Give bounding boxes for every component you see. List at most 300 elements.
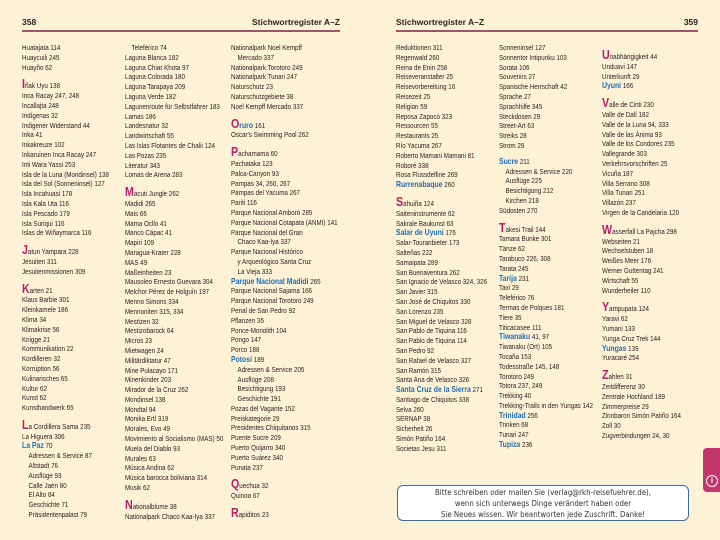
index-entry — [396, 258, 496, 268]
entry-term: San Pedro — [396, 345, 426, 355]
index-entry — [499, 362, 599, 372]
index-entry — [396, 385, 496, 395]
entry-pages: 84 — [47, 490, 55, 500]
entry-term: Teleférico — [131, 43, 159, 52]
entry-term: Salteñas — [396, 247, 421, 257]
entry-pages: 311 — [432, 43, 443, 52]
entry-pages: 327 — [460, 355, 472, 365]
index-entry — [125, 366, 225, 376]
entry-pages: 63 — [446, 218, 454, 228]
entry-term: Zimmerpreise — [602, 401, 641, 411]
entry-pages: 253 — [64, 159, 76, 169]
entry-pages: 147 — [626, 61, 637, 71]
entry-pages: 269 — [447, 170, 458, 180]
entry-pages: 340 — [272, 452, 283, 462]
index-entry — [231, 82, 331, 92]
index-entry — [602, 221, 702, 237]
index-entry — [231, 414, 331, 424]
index-entry — [396, 63, 496, 73]
entry-term: Maßeinheiten — [125, 267, 163, 277]
entry-term: Adressen & Service — [505, 166, 561, 176]
entry-term: Geschichte — [28, 500, 60, 510]
entry-pages: 21 — [45, 285, 53, 295]
entry-pages: 42 — [560, 82, 568, 92]
entry-pages: 111 — [532, 322, 542, 332]
entry-term: Zugverbindungen — [602, 430, 651, 440]
entry-term: Ausflüge — [237, 374, 262, 384]
entry-pages: 249 — [303, 296, 314, 306]
index-entry — [499, 303, 599, 313]
entry-term: Reiseveranstalter — [396, 72, 445, 82]
index-entry — [125, 444, 225, 454]
entry-pages: 271 — [472, 385, 483, 395]
index-entry — [396, 405, 496, 415]
index-entry — [396, 193, 496, 209]
index-entry — [396, 180, 496, 190]
entry-term: Vicuña — [602, 168, 621, 178]
index-entry — [22, 374, 122, 384]
entry-term: Korruption — [22, 363, 51, 373]
index-entry — [231, 237, 331, 247]
index-entry — [231, 316, 331, 326]
entry-pages: 70 — [45, 441, 53, 451]
index-entry — [396, 248, 496, 258]
entry-pages: 298 — [666, 226, 677, 236]
entry-term: Unduavi — [602, 61, 625, 71]
running-title-left: Stichwortregister A–Z — [251, 17, 340, 27]
entry-pages: 254 — [628, 353, 640, 363]
entry-term: Todesstraße — [499, 361, 534, 371]
index-entry — [602, 392, 702, 402]
entry-pages: 25 — [423, 91, 431, 101]
entry-term: Puerto Suárez — [231, 452, 271, 462]
index-entry — [602, 344, 702, 354]
index-entry — [396, 414, 496, 424]
entry-pages: 27 — [528, 72, 536, 82]
index-entry — [22, 364, 122, 374]
entry-term: Verkehrsvorschriften — [602, 158, 659, 168]
header-rule-left — [22, 30, 340, 32]
entry-pages: 208 — [263, 374, 274, 384]
entry-pages: 29 — [511, 283, 519, 293]
entry-pages: 189 — [654, 391, 666, 401]
entry-term: Religion — [396, 101, 419, 111]
entry-pages: 29 — [272, 413, 280, 423]
index-entry — [499, 274, 599, 284]
index-entry — [125, 238, 225, 248]
index-entry — [125, 53, 225, 63]
entry-term: y Arqueológico Santa Cruz — [237, 256, 312, 266]
entry-term: Besichtigung — [505, 186, 542, 196]
entry-term: Yaravi — [602, 314, 620, 324]
entry-pages: 338 — [458, 394, 470, 404]
index-entry — [125, 228, 225, 238]
index-entry — [22, 130, 122, 140]
entry-pages: 265 — [310, 276, 321, 286]
entry-pages: 66 — [139, 208, 147, 218]
entry-term: Zeitdifferenz — [602, 381, 637, 391]
entry-term: San Buenaventura — [396, 267, 448, 277]
entry-term: Sonneninsel — [499, 43, 534, 52]
index-entry — [125, 326, 225, 336]
entry-term: Webseiten — [602, 236, 632, 246]
entry-term: Sicherheit — [396, 424, 424, 434]
entry-pages: 138 — [155, 394, 166, 404]
index-entry — [125, 72, 225, 82]
entry-term: Literatur — [125, 160, 148, 170]
entry-pages: 80 — [59, 480, 67, 490]
entry-term: Mirador de la Cruz — [125, 385, 177, 395]
index-entry — [231, 286, 331, 296]
entry-term: Calle Jaén — [28, 480, 58, 490]
index-entry — [231, 169, 331, 179]
entry-term: Tiwanaku (Ort) — [499, 342, 540, 352]
entry-term: SERNAP — [396, 414, 422, 424]
entry-pages: 30 — [637, 381, 645, 391]
index-entry — [602, 369, 702, 382]
entry-term: San Rafael de Velasco — [396, 355, 460, 365]
entry-term: Wasserfall La Pajcha — [602, 221, 665, 237]
entry-term: Kleinkamele — [22, 305, 56, 315]
entry-pages: 237, 249 — [518, 381, 543, 391]
entry-term: Salar de Uyuni — [396, 227, 444, 238]
entry-term: Mestizen — [125, 316, 150, 326]
entry-term: Punata — [231, 462, 251, 472]
entry-pages: 182 — [168, 52, 179, 62]
index-entry — [499, 313, 599, 323]
entry-term: Pariti — [231, 198, 246, 208]
entry-term: Sonnentor Intipunku — [499, 52, 555, 62]
entry-term: Musik — [125, 483, 142, 493]
entry-term: Reposa Zapocó — [396, 111, 440, 121]
index-entry — [22, 461, 122, 471]
index-entry — [125, 307, 225, 317]
index-entry — [396, 424, 496, 434]
entry-pages: 245 — [518, 263, 529, 273]
entry-pages: 270 — [527, 205, 538, 215]
entry-pages: 38 — [286, 91, 294, 101]
entry-term: Isla Suriqui — [22, 218, 53, 228]
index-entry — [602, 120, 702, 130]
entry-pages: 237 — [252, 462, 263, 472]
index-entry — [22, 170, 122, 180]
entry-term: Wunderheiler — [602, 285, 639, 295]
index-entry — [22, 78, 122, 91]
entry-term: Villa Serrano — [602, 178, 638, 188]
entry-pages: 289 — [427, 257, 438, 267]
entry-term: Zentrale Hochland — [602, 391, 653, 401]
entry-term: San Miguel de Velasco — [396, 316, 460, 326]
entry-term: Militärdiktatur — [125, 355, 163, 365]
index-entry — [396, 151, 496, 161]
entry-term: Torotoro — [499, 371, 522, 381]
entry-pages: 114 — [50, 43, 61, 52]
entry-term: Tiere — [499, 312, 513, 322]
entry-term: Reisezeit — [396, 91, 422, 101]
index-entry — [396, 43, 496, 53]
entry-term: Ponce-Monolith — [231, 325, 275, 335]
index-entry — [22, 510, 122, 520]
index-entry — [499, 372, 599, 382]
entry-term: Reisevorbereitung — [396, 82, 447, 92]
entry-pages: 228 — [68, 247, 79, 257]
entry-pages: 60 — [270, 149, 278, 159]
entry-term: Spanische Herrschaft — [499, 82, 559, 92]
entry-term: Isla Pescado — [22, 208, 58, 218]
entry-term: Preiskategorie — [231, 413, 271, 423]
index-entry — [125, 161, 225, 171]
entry-pages: 333 — [261, 266, 273, 276]
note-line-2: wenn sich unterwegs Dinge verändert haben oder — [454, 499, 632, 508]
feedback-note-box — [397, 485, 689, 521]
entry-term: Madidi — [125, 198, 144, 208]
entry-pages: 231 — [518, 273, 529, 283]
index-entry — [602, 139, 702, 149]
index-entry — [602, 159, 702, 169]
entry-pages: 283 — [172, 170, 183, 180]
entry-pages: 74 — [159, 43, 167, 52]
index-entry — [22, 111, 122, 121]
index-entry — [396, 395, 496, 405]
section-tab[interactable] — [703, 448, 720, 492]
entry-pages: 62 — [447, 208, 455, 218]
index-entry — [22, 295, 122, 305]
entry-pages: 337 — [280, 237, 291, 247]
entry-term: Souvenirs — [499, 72, 527, 82]
entry-pages: 262 — [298, 130, 309, 140]
entry-pages: 34 — [39, 314, 47, 324]
entry-pages: 235 — [80, 421, 91, 431]
entry-term: Roberto Mamani Mamani — [396, 150, 466, 160]
index-entry — [499, 244, 599, 254]
entry-term: Puerto Quijarro — [231, 443, 274, 453]
entry-term: Laguna Chiar Khota — [125, 62, 181, 72]
entry-pages: 103 — [556, 52, 567, 62]
index-entry — [231, 130, 331, 140]
entry-term: Laguna Tarapaya — [125, 82, 174, 92]
entry-term: Jatun Yampara — [22, 242, 67, 258]
entry-term: Pozas del Vagante — [231, 403, 283, 413]
entry-term: Lomas de Arena — [125, 170, 171, 180]
entry-pages: 311 — [436, 443, 447, 453]
index-entry — [602, 286, 702, 296]
entry-term: Nationalblume — [125, 496, 169, 512]
index-entry — [396, 102, 496, 112]
entry-term: Societas Jesu — [396, 443, 435, 453]
entry-term: Valle de Dalí — [602, 109, 637, 119]
index-entry — [602, 188, 702, 198]
entry-pages: 256 — [527, 410, 538, 420]
entry-pages: 186 — [145, 111, 156, 121]
entry-pages: 71 — [61, 500, 69, 510]
index-entry — [231, 277, 331, 287]
index-entry — [22, 490, 122, 500]
entry-term: Knigge — [22, 334, 42, 344]
entry-pages: 25 — [446, 72, 454, 82]
entry-term: Valle de los Condores — [602, 139, 663, 149]
entry-term: Reduktionen — [396, 43, 431, 52]
entry-pages: 25 — [660, 158, 668, 168]
index-entry — [22, 305, 122, 315]
entry-term: Santa Ana de Velasco — [396, 375, 457, 385]
entry-term: Laguna Verde — [125, 91, 164, 101]
entry-pages: 345 — [531, 101, 543, 111]
entry-pages: 235 — [664, 139, 675, 149]
entry-term: Unabhängigkeit — [602, 47, 649, 62]
entry-pages: 209 — [270, 433, 281, 443]
index-entry — [231, 146, 331, 159]
entry-pages: 247, 248 — [54, 91, 80, 101]
entry-pages: 124 — [204, 140, 216, 150]
index-entry — [396, 297, 496, 307]
entry-term: San Pablo de Tiquina — [396, 336, 456, 346]
entry-pages: 139 — [628, 343, 639, 353]
index-entry — [499, 186, 599, 196]
entry-term: Geschichte — [237, 394, 269, 404]
entry-term: La Cordillera Sama — [22, 416, 79, 432]
index-entry — [22, 403, 122, 413]
index-entry — [396, 366, 496, 376]
entry-pages: 116 — [246, 198, 257, 208]
entry-pages: 127 — [535, 43, 546, 52]
entry-term: Rurrenabaque — [396, 179, 443, 190]
entry-term: Nationalpark Noel Kempff — [231, 43, 302, 52]
index-entry — [396, 287, 496, 297]
index-entry — [22, 335, 122, 345]
entry-term: Oscar's Swimming Pool — [231, 130, 297, 140]
entry-term: Incallajta — [22, 100, 47, 110]
note-line-1: Bitte schreiben oder mailen Sie (verlag@rkh-reisefuehrer.de), — [434, 488, 652, 497]
entry-pages: 324, 326 — [462, 277, 488, 287]
index-entry — [22, 140, 122, 150]
index-entry — [396, 434, 496, 444]
index-entry — [125, 219, 225, 229]
entry-term: Ausflüge — [505, 176, 530, 186]
entry-term: San José de Chiquitos — [396, 296, 459, 306]
entry-pages: 55 — [430, 121, 438, 131]
index-entry — [125, 186, 225, 199]
entry-pages: 230 — [643, 100, 654, 110]
index-entry — [499, 440, 599, 450]
entry-term: Villazón — [602, 198, 624, 208]
entry-pages: 241 — [653, 265, 664, 275]
index-entry — [396, 238, 496, 248]
entry-term: Potosí — [231, 353, 252, 364]
entry-pages: 56 — [52, 363, 60, 373]
entry-term: Wirtschaft — [602, 275, 630, 285]
index-entry — [499, 411, 599, 421]
index-entry — [125, 375, 225, 385]
entry-term: Pachamama — [231, 144, 269, 160]
index-entry — [602, 382, 702, 392]
entry-term: Reina de Enin — [396, 62, 436, 72]
entry-term: Pongo — [231, 335, 250, 345]
entry-pages: 181 — [554, 302, 565, 312]
entry-pages: 55 — [166, 131, 174, 141]
index-entry — [602, 314, 702, 324]
entry-term: Música barocca boliviana — [125, 473, 195, 483]
entry-pages: 334 — [168, 296, 179, 306]
index-entry — [396, 72, 496, 82]
entry-term: Tarata — [499, 263, 517, 273]
entry-term: Präsidentenpalast — [28, 510, 79, 520]
entry-pages: 62 — [45, 62, 53, 72]
entry-term: Tocaña — [499, 351, 520, 361]
entry-pages: 31 — [625, 372, 633, 382]
index-entry — [22, 91, 122, 101]
index-entry — [396, 131, 496, 141]
entry-pages: 62 — [40, 383, 47, 393]
note-line-3: Sie Neues wissen. Wir beantworten jede Zuschrift. Danke! — [440, 510, 646, 519]
entry-pages: 62 — [167, 463, 175, 473]
index-entry — [22, 471, 122, 481]
index-entry — [22, 199, 122, 209]
index-entry — [602, 246, 702, 256]
index-entry — [125, 385, 225, 395]
index-entry — [231, 296, 331, 306]
index-entry — [125, 395, 225, 405]
entry-pages: 191 — [270, 394, 281, 404]
entry-pages: 56 — [52, 324, 60, 334]
index-entry — [125, 151, 225, 161]
entry-pages: 38 — [169, 501, 177, 511]
entry-pages: 144 — [535, 224, 546, 234]
index-entry — [22, 53, 122, 63]
entry-pages: 76 — [527, 293, 535, 303]
entry-term: Teleférico — [499, 293, 526, 303]
entry-pages: 40 — [524, 391, 532, 401]
entry-pages: 41 — [159, 218, 167, 228]
entry-term: Street-Art — [499, 121, 526, 131]
entry-pages: 24, 30 — [652, 430, 670, 440]
entry-term: Kultur — [22, 383, 39, 393]
index-column-4 — [396, 43, 496, 454]
index-entry — [499, 391, 599, 401]
entry-pages: 63 — [527, 121, 535, 131]
index-entry — [231, 375, 331, 385]
entry-term: Landwirtschaft — [125, 131, 166, 141]
entry-term: La Vieja — [237, 266, 260, 276]
entry-pages: 127 — [94, 179, 105, 189]
entry-term: Palca-Canyon — [231, 168, 271, 178]
index-entry — [231, 102, 331, 112]
index-entry — [22, 179, 122, 189]
entry-pages: 32 — [161, 121, 169, 131]
index-entry — [231, 43, 331, 53]
index-entry — [499, 283, 599, 293]
entry-pages: 50 — [216, 434, 224, 444]
index-entry — [499, 176, 599, 186]
index-column-5 — [499, 43, 599, 450]
entry-term: Música Andina — [125, 463, 166, 473]
entry-term: Indigener Widerstand — [22, 120, 82, 130]
entry-pages: 251 — [634, 188, 645, 198]
index-entry — [499, 157, 599, 167]
entry-pages: 337 — [263, 52, 274, 62]
entry-pages: 62 — [143, 483, 150, 493]
entry-term: Lamas — [125, 111, 144, 121]
entry-pages: 138 — [98, 169, 109, 179]
entry-term: Mietwagen — [125, 345, 156, 355]
index-entry — [22, 267, 122, 277]
index-entry — [231, 188, 331, 198]
entry-term: Minenkinder — [125, 375, 159, 385]
entry-pages: 309 — [74, 266, 86, 276]
entry-term: Las Pozas — [125, 150, 155, 160]
index-entry — [499, 342, 599, 352]
index-entry — [231, 306, 331, 316]
index-entry — [602, 49, 702, 62]
